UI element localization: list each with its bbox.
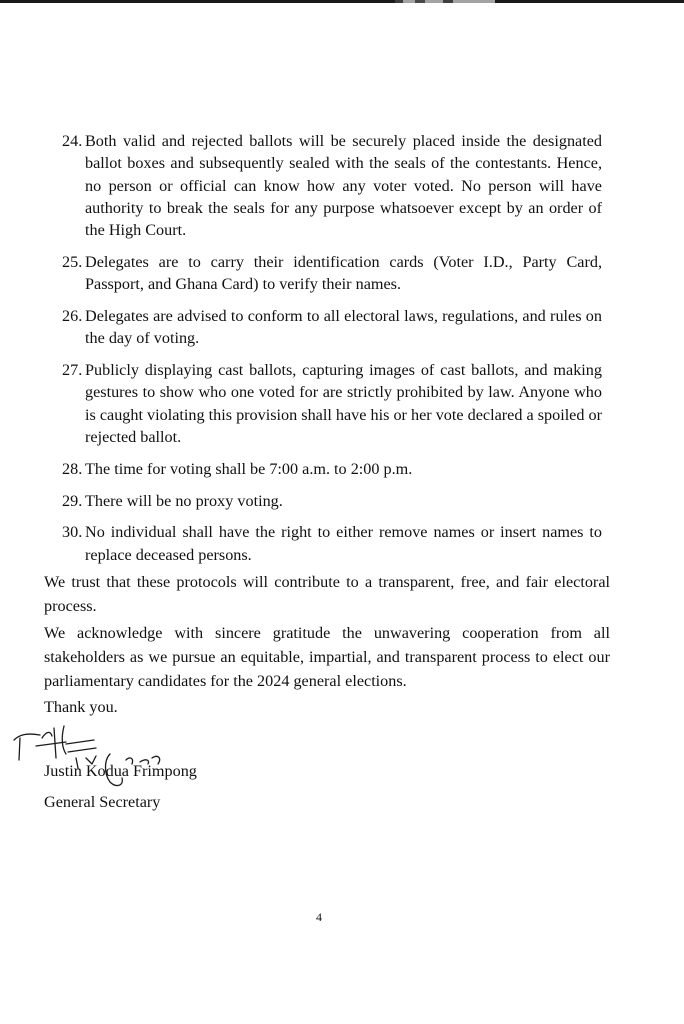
protocol-item-26: [62, 305, 602, 350]
protocol-list: [62, 130, 602, 576]
protocol-text: Delegates are to carry their identification cards (Voter I.D., Party Card, Passport, and Ghana Card) to verify their names.: [85, 252, 602, 294]
protocol-number: 28.: [62, 459, 83, 478]
protocol-item-30: [62, 521, 602, 566]
closing-line: Thank you.: [44, 698, 118, 716]
protocol-item-24: [62, 130, 602, 241]
protocol-text: Both valid and rejected ballots will be securely placed inside the designated ballot boxes and subsequently sealed with the seals of the contestants. Hence, no person or official can know how any voter voted. No person will have authority to break the seals for any purpose whatsoever except by an order of the High Court.: [85, 132, 602, 240]
protocol-number: 26.: [62, 307, 83, 326]
acknowledgement-paragraph: We acknowledge with sincere gratitude the unwavering cooperation from all stakeholders as we pursue an equitable, impartial, and transparent process to elect our parliamentary candidates for the 2024 general elections.: [44, 624, 610, 690]
protocol-number: 29.: [62, 491, 83, 510]
protocol-number: 24.: [62, 132, 83, 150]
protocol-text: Publicly displaying cast ballots, capturing images of cast ballots, and making gestures to show who one voted for are strictly prohibited by law. Anyone who is caught violating this provision shall have his or her vote declared a spoiled or rejected ballot.: [85, 361, 602, 447]
protocol-item-28: [62, 458, 602, 480]
protocol-text: There will be no proxy voting.: [85, 491, 283, 510]
protocol-number: 27.: [62, 361, 83, 380]
protocol-text: The time for voting shall be 7:00 a.m. to 2:00 p.m.: [85, 459, 413, 478]
page-number: 4: [316, 910, 322, 924]
protocol-number: 30.: [62, 523, 83, 542]
protocol-text: No individual shall have the right to either remove names or insert names to replace deceased persons.: [85, 523, 602, 564]
protocol-item-29: [62, 490, 602, 512]
protocol-item-25: [62, 251, 602, 296]
protocol-item-27: [62, 359, 602, 448]
protocol-number: 25.: [62, 252, 83, 271]
trust-paragraph: We trust that these protocols will contribute to a transparent, free, and fair electoral process.: [44, 573, 610, 615]
signer-title: General Secretary: [44, 793, 161, 811]
protocol-text: Delegates are advised to conform to all electoral laws, regulations, and rules on the day of voting.: [85, 307, 602, 348]
top-border-line: [0, 0, 684, 3]
signer-name: Justin Kodua Frimpong: [44, 762, 197, 780]
top-border-artifact: [395, 0, 495, 3]
handwritten-signature: [6, 718, 186, 798]
